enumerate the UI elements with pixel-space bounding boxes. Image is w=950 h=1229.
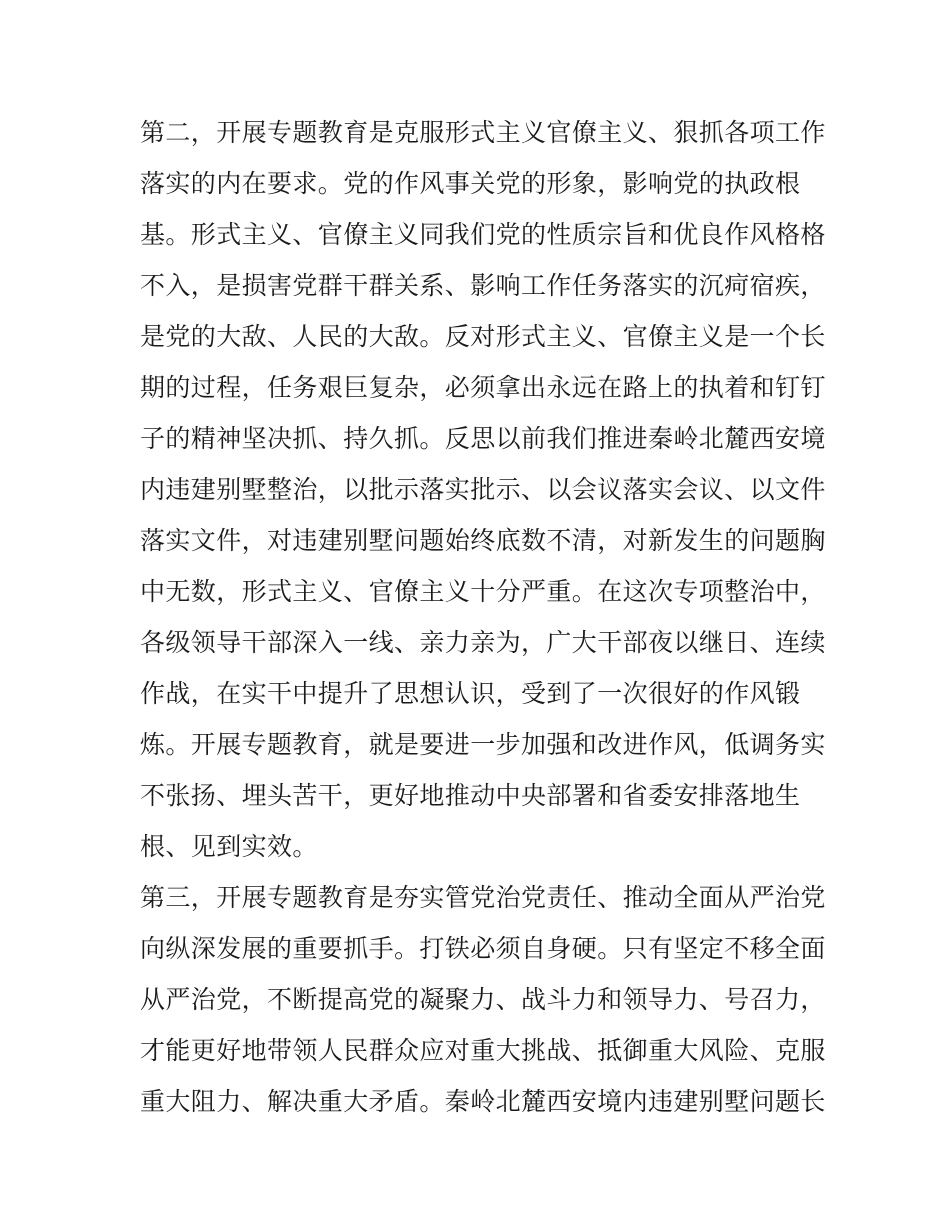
text-line: 作战，在实干中提升了思想认识，受到了一次很好的作风锻 [140, 679, 801, 708]
text-line: 根、见到实效。 [140, 832, 318, 861]
text-line: 内违建别墅整治，以批示落实批示、以会议落实会议、以文件 [140, 475, 826, 504]
paragraph-3 [140, 872, 826, 1127]
text-line: 是党的大敌、人民的大敌。反对形式主义、官僚主义是一个长 [140, 322, 826, 351]
text-line: 落实文件，对违建别墅问题始终底数不清，对新发生的问题胸 [140, 526, 826, 555]
text-line: 子的精神坚决抓、持久抓。反思以前我们推进秦岭北麓西安境 [140, 424, 826, 453]
text-line: 各级领导干部深入一线、亲力亲为，广大干部夜以继日、连续 [140, 628, 826, 657]
text-line: 基。形式主义、官僚主义同我们党的性质宗旨和优良作风格格 [140, 220, 826, 249]
text-line: 不入，是损害党群干群关系、影响工作任务落实的沉疴宿疾， [140, 271, 826, 300]
text-line: 第三，开展专题教育是夯实管党治党责任、推动全面从严治党 [140, 883, 826, 912]
text-line: 炼。开展专题教育，就是要进一步加强和改进作风，低调务实 [140, 730, 826, 759]
text-line: 重大阻力、解决重大矛盾。秦岭北麓西安境内违建别墅问题长 [140, 1087, 826, 1116]
text-line: 从严治党，不断提高党的凝聚力、战斗力和领导力、号召力， [140, 985, 826, 1014]
text-line: 第二，开展专题教育是克服形式主义官僚主义、狠抓各项工作 [140, 118, 826, 147]
text-line: 中无数，形式主义、官僚主义十分严重。在这次专项整治中， [140, 577, 826, 606]
body-text [140, 107, 826, 1127]
text-line: 不张扬、埋头苦干，更好地推动中央部署和省委安排落地生 [140, 781, 801, 810]
text-line: 期的过程，任务艰巨复杂，必须拿出永远在路上的执着和钉钉 [140, 373, 826, 402]
text-line: 落实的内在要求。党的作风事关党的形象，影响党的执政根 [140, 169, 801, 198]
paragraph-2 [140, 107, 826, 872]
text-line: 向纵深发展的重要抓手。打铁必须自身硬。只有坚定不移全面 [140, 934, 826, 963]
text-line: 才能更好地带领人民群众应对重大挑战、抵御重大风险、克服 [140, 1036, 826, 1065]
